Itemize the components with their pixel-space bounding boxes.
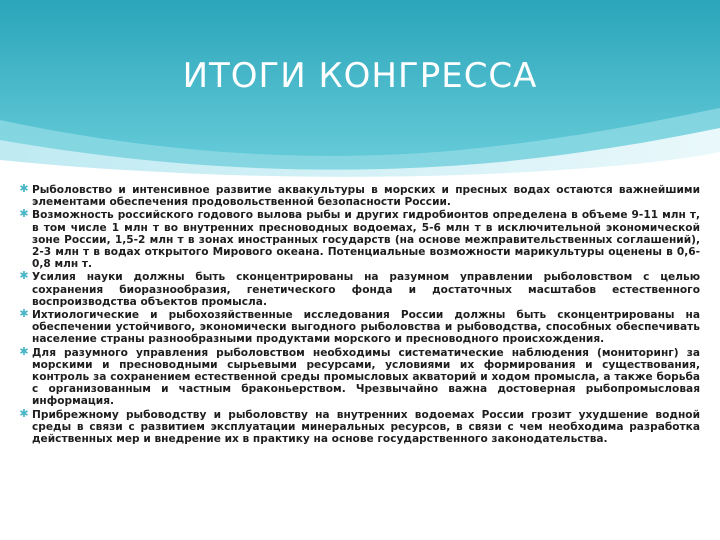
asterisk-icon: ✱ (19, 269, 29, 283)
bullet-text: Возможность российского годового вылова рыбы и других гидробионтов определена в объеме 9-11 млн т, в том числе 1 млн т во внутренних пресноводных водоемах, 5-6 млн т в исключительной экономической зоне России, 1,5-2 млн т в зонах иностранных государств (на основе межправительственных соглашений), 2-3 млн т в водах открытого Мирового океана. Потенциальные возможности марикультуры оценены в 0,6-0,8 млн т. (32, 209, 700, 271)
asterisk-icon: ✱ (19, 182, 29, 195)
list-item (18, 406, 700, 446)
asterisk-icon: ✱ (19, 307, 29, 321)
list-item (18, 344, 700, 408)
asterisk-icon: ✱ (19, 406, 29, 420)
bullet-text: Прибрежному рыбоводству и рыболовству на внутренних водоемах России грозит ухудшение водной среды в связи с развитием эксплуатации минеральных ресурсов, в связи с чем необходима разработка действенных мер и внедрение их в практику на основе государственного законодательства. (32, 408, 700, 446)
list-item (18, 184, 700, 208)
bullet-text: Рыболовство и интенсивное развитие аквакультуры в морских и пресных водах остаются важнейшими элементами обеспечения продовольственной безопасности России. (32, 184, 700, 209)
list-item (18, 309, 700, 346)
list-item (18, 209, 700, 270)
bullet-text: Для разумного управления рыболовством необходимы систематические наблюдения (мониторинг) за морскими и пресноводными сырьевыми ресурсами, условиями их формирования и существования, контроль за сохранением естественной среды промысловых акваторий и ходом промысла, а также борьба с организованным и частным браконьерством. Чрезвычайно важна достоверная рыбопромысловая информация. (32, 346, 700, 408)
asterisk-icon: ✱ (19, 344, 29, 358)
bullet-list (18, 184, 700, 445)
slide-title: ИТОГИ КОНГРЕССА (182, 56, 538, 96)
bullet-text: Ихтиологические и рыбохозяйственные исследования России должны быть сконцентрированы на обеспечении устойчивого, экономически выгодного рыболовства и рыбоводства, способных обеспечивать население страны разнообразными продуктами морского и пресноводного происхождения. (32, 309, 700, 346)
asterisk-icon: ✱ (19, 207, 29, 221)
header-banner (0, 0, 720, 180)
bullet-text: Усилия науки должны быть сконцентрированы на разумном управлении рыболовством с целью сохранения биоразнообразия, генетического фонда и достаточных масштабов естественного воспроизводства объектов промысла. (32, 271, 700, 308)
list-item (18, 271, 700, 308)
slide-content (18, 184, 700, 446)
